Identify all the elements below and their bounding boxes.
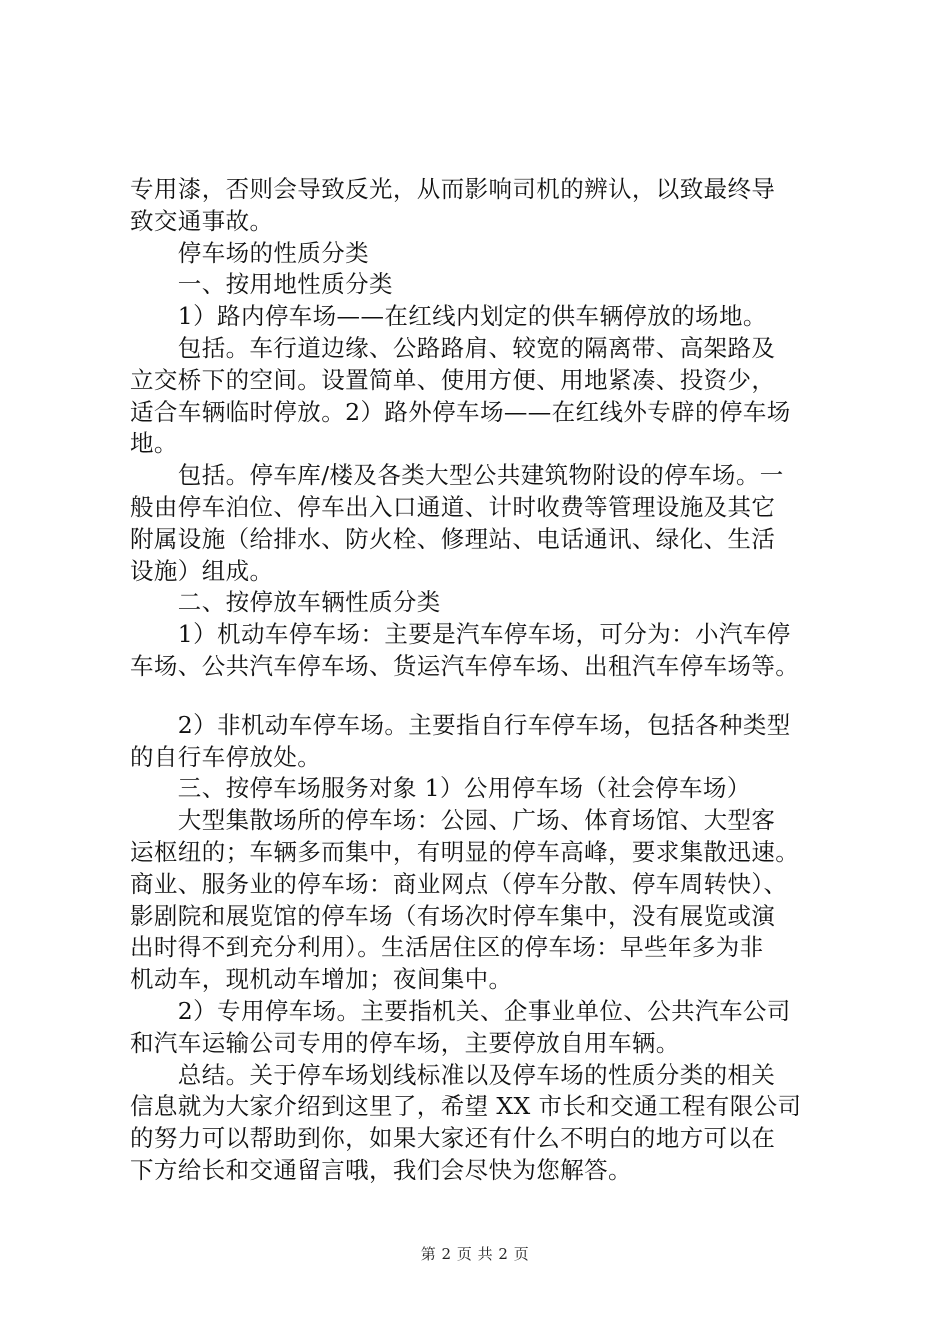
text-line: 的努力可以帮助到你，如果大家还有什么不明白的地方可以在 bbox=[130, 1124, 776, 1153]
text-line: 包括。停车库/楼及各类大型公共建筑物附设的停车场。一 bbox=[130, 461, 784, 490]
section-heading: 二、按停放车辆性质分类 bbox=[130, 588, 441, 617]
document-body bbox=[130, 174, 830, 1187]
text-line: 致交通事故。 bbox=[130, 206, 274, 235]
section-heading: 三、按停车场服务对象 1）公用停车场（社会停车场） bbox=[130, 774, 751, 803]
text-line: 的自行车停放处。 bbox=[130, 742, 322, 771]
text-line: 1）机动车停车场：主要是汽车停车场，可分为：小汽车停 bbox=[130, 620, 791, 649]
text-line: 运枢纽的；车辆多而集中，有明显的停车高峰，要求集散迅速。 bbox=[130, 837, 800, 866]
page-number-footer: 第 2 页 共 2 页 bbox=[420, 1245, 530, 1263]
text-line: 影剧院和展览馆的停车场（有场次时停车集中，没有展览或演 bbox=[130, 901, 776, 930]
text-line: 1）路内停车场——在红线内划定的供车辆停放的场地。 bbox=[130, 302, 767, 331]
text-line: 总结。关于停车场划线标准以及停车场的性质分类的相关 bbox=[130, 1060, 776, 1089]
text-line: 大型集散场所的停车场：公园、广场、体育场馆、大型客 bbox=[130, 806, 776, 835]
text-line: 出时得不到充分利用）。生活居住区的停车场：早些年多为非 bbox=[130, 933, 764, 962]
text-line: 立交桥下的空间。设置简单、使用方便、用地紧凑、投资少， bbox=[130, 365, 776, 394]
paragraph-gap bbox=[130, 683, 830, 710]
text-line: 地。 bbox=[130, 429, 178, 458]
section-heading: 停车场的性质分类 bbox=[130, 238, 369, 267]
text-line: 设施）组成。 bbox=[130, 556, 274, 585]
text-line: 附属设施（给排水、防火栓、修理站、电话通讯、绿化、生活 bbox=[130, 524, 776, 553]
text-line: 信息就为大家介绍到这里了，希望 XX 市长和交通工程有限公司 bbox=[130, 1092, 802, 1121]
text-line: 般由停车泊位、停车出入口通道、计时收费等管理设施及其它 bbox=[130, 492, 776, 521]
section-heading: 一、按用地性质分类 bbox=[130, 270, 393, 299]
text-line: 包括。车行道边缘、公路路肩、较宽的隔离带、高架路及 bbox=[130, 333, 776, 362]
text-line: 专用漆，否则会导致反光，从而影响司机的辨认，以致最终导 bbox=[130, 175, 776, 203]
text-line: 2）专用停车场。主要指机关、企事业单位、公共汽车公司 bbox=[130, 996, 791, 1025]
text-line: 2）非机动车停车场。主要指自行车停车场，包括各种类型 bbox=[130, 710, 791, 739]
text-line: 下方给长和交通留言哦，我们会尽快为您解答。 bbox=[130, 1155, 632, 1184]
text-line: 适合车辆临时停放。2）路外停车场——在红线外专辟的停车场 bbox=[130, 397, 791, 426]
text-line: 商业、服务业的停车场：商业网点（停车分散、停车周转快）、 bbox=[130, 869, 788, 898]
text-line: 和汽车运输公司专用的停车场，主要停放自用车辆。 bbox=[130, 1028, 680, 1057]
text-line: 车场、公共汽车停车场、货运汽车停车场、出租汽车停车场等。 bbox=[130, 651, 800, 680]
text-line: 机动车，现机动车增加；夜间集中。 bbox=[130, 965, 513, 994]
